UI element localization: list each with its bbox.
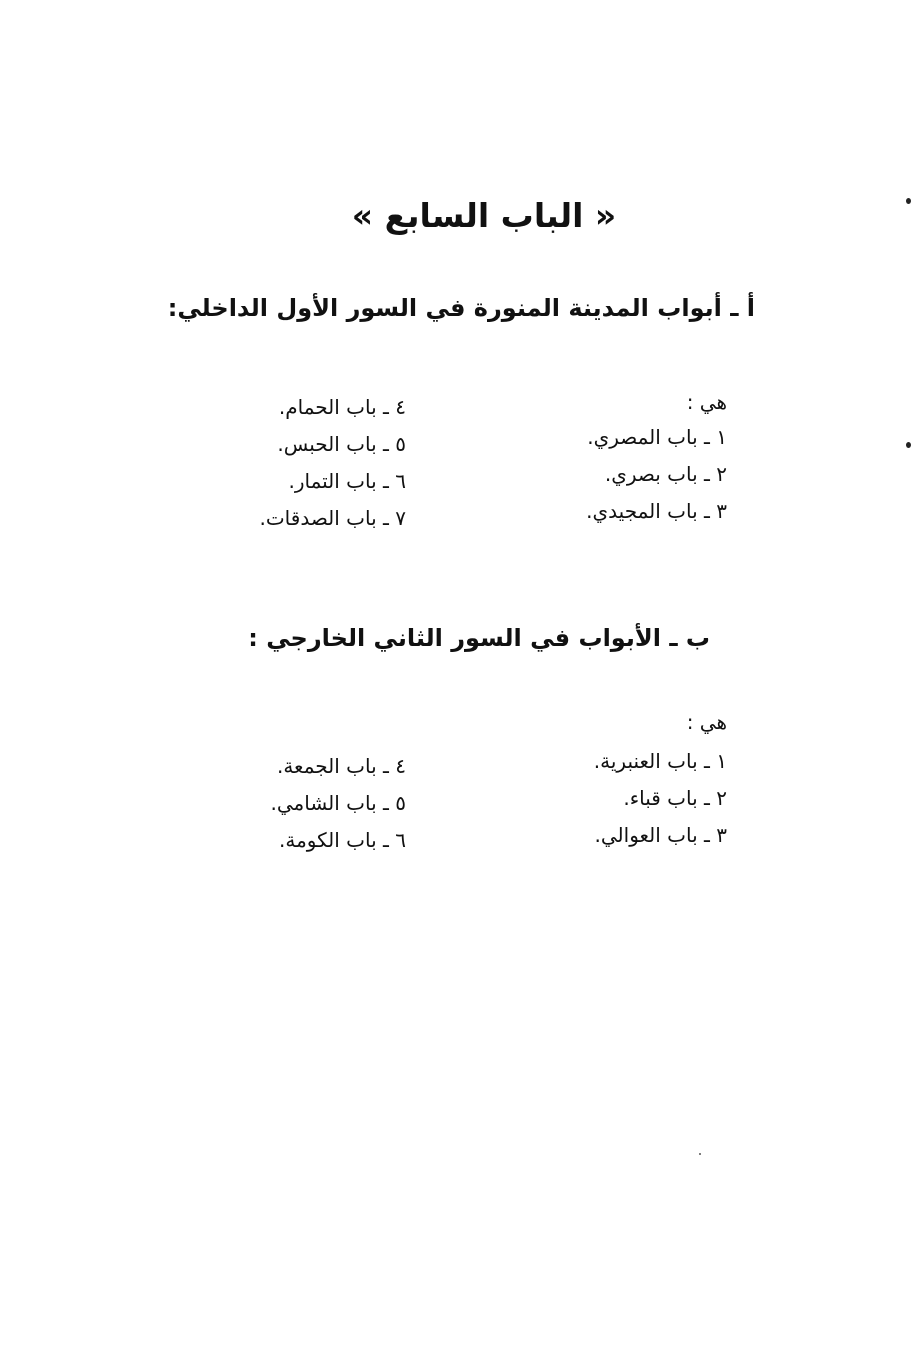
list-item: ٥ ـ باب الحبس. [277, 432, 406, 456]
list-item: ٦ ـ باب التمار. [288, 469, 406, 493]
chapter-title: « الباب السابع » [351, 196, 617, 235]
list-item: ١ ـ باب المصري. [587, 425, 727, 449]
section-a-heading: أ ـ أبواب المدينة المنورة في السور الأول الداخلي: [167, 294, 755, 322]
list-item: ٧ ـ باب الصدقات. [259, 506, 406, 530]
scan-mark [906, 198, 911, 204]
list-item: ٦ ـ باب الكومة. [279, 828, 406, 852]
list-item: ٣ ـ باب العوالي. [594, 823, 727, 847]
scan-mark [699, 1153, 701, 1155]
section-b-intro: هي : [686, 710, 727, 734]
list-item: ٣ ـ باب المجيدي. [586, 499, 727, 523]
list-item: ١ ـ باب العنبرية. [593, 749, 727, 773]
list-item: ٢ ـ باب قباء. [623, 786, 727, 810]
list-item: ٤ ـ باب الحمام. [278, 395, 406, 419]
list-item: ٢ ـ باب بصري. [604, 462, 727, 486]
section-b-heading: ب ـ الأبواب في السور الثاني الخارجي : [248, 624, 710, 652]
list-item: ٥ ـ باب الشامي. [270, 791, 406, 815]
scan-mark [906, 442, 911, 448]
section-a-intro: هي : [686, 390, 727, 414]
list-item: ٤ ـ باب الجمعة. [276, 754, 406, 778]
